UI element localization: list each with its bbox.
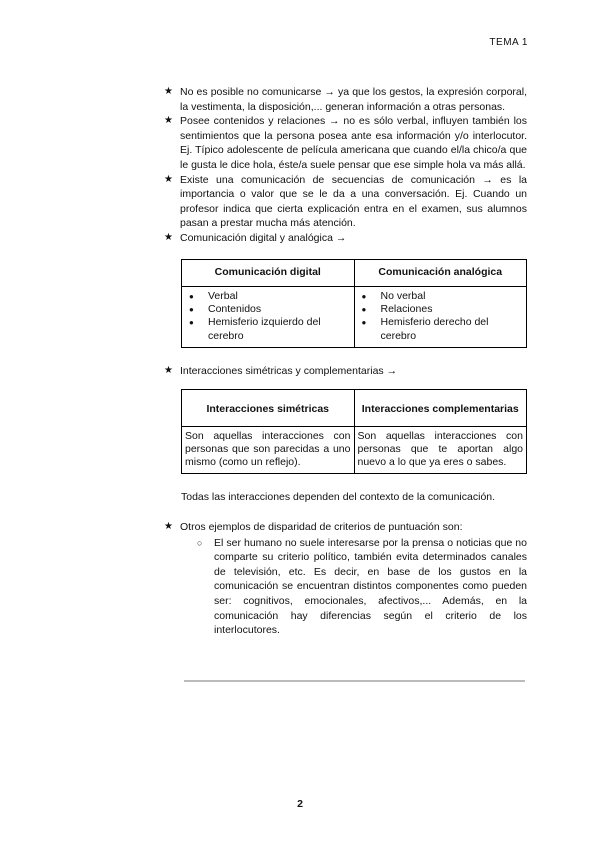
bullet-item [164, 85, 527, 114]
interacciones-table [181, 389, 527, 475]
star-bullet-icon: ★ [164, 115, 173, 127]
simetricas-cell: Son aquellas interacciones con personas que son parecidas a uno mismo (como un reflejo). [182, 426, 355, 474]
bullet-text: Posee contenidos y relaciones → no es sólo verbal, influyen también los sentimientos que la persona posea ante esa información y/o interlocutor. Ej. Típico adolescente de película americana que cuando el/la chico/a que le gusta le dice hola, éste/a suele pensar que ese simple hola va más allá. [180, 115, 527, 171]
digital-analog-table [181, 259, 527, 349]
horizontal-divider [184, 680, 525, 682]
list-item: ● Hemisferio izquierdo del cerebro [208, 316, 350, 343]
circle-bullet-icon: ○ [197, 537, 203, 548]
analogica-cell [354, 286, 527, 348]
complementarias-cell: Son aquellas interacciones con personas que te aportan algo nuevo a lo que ya eres o sabes. [354, 426, 527, 474]
table-header-analogica: Comunicación analógica [354, 259, 527, 286]
bullet-item [164, 520, 527, 535]
list-item: ● Verbal [208, 290, 350, 303]
bullet-item [164, 173, 527, 231]
star-bullet-icon: ★ [164, 86, 173, 97]
bullet-text: Interacciones simétricas y complementarias → [180, 365, 398, 378]
star-bullet-icon: ★ [164, 365, 173, 377]
list-item: ● Hemisferio derecho del cerebro [381, 316, 523, 343]
list-item: ● Contenidos [208, 303, 350, 316]
digital-cell [182, 286, 355, 348]
bullet-item [164, 364, 527, 379]
star-bullet-icon: ★ [164, 231, 173, 243]
page-header-topic: TEMA 1 [489, 37, 528, 48]
bullet-text: Comunicación digital y analógica → [180, 231, 347, 244]
sub-list-item [197, 536, 527, 638]
table-header-digital: Comunicación digital [182, 259, 355, 286]
sub-item-text: El ser humano no suele interesarse por la prensa o noticias que no comparte su criterio político, también evita determinados canales de televisión, etc. Es decir, en base de los gustos en la comunicación se encuentran distintos componentes como pueden ser: cognitivos, emocionales, afectivos,... Además, en la comunicación hay diferencias según el criterio de los interlocutores. [214, 536, 527, 637]
star-bullet-icon: ★ [164, 173, 173, 185]
table-header-complementarias: Interacciones complementarias [354, 389, 527, 426]
bullet-text: Otros ejemplos de disparidad de criterios de puntuación son: [180, 520, 463, 533]
bullet-item [164, 231, 527, 246]
context-note: Todas las interacciones dependen del contexto de la comunicación. [181, 491, 496, 504]
table-header-simetricas: Interacciones simétricas [182, 389, 355, 426]
bullet-item [164, 114, 527, 172]
star-bullet-icon: ★ [164, 520, 173, 532]
document-body [164, 85, 527, 638]
list-item: ● No verbal [381, 290, 523, 303]
bullet-text: Existe una comunicación de secuencias de comunicación → es la importancia o valor que se le da a una conversación. Ej. Cuando un profesor indica que cierta explicación entra en el examen, sus alumnos pasan a prestar mucha más atención. [180, 173, 527, 230]
bullet-text: No es posible no comunicarse → ya que los gestos, la expresión corporal, la vestimenta, la disposición,... generan información a otras personas. [180, 86, 527, 113]
page-number: 2 [297, 798, 303, 810]
list-item: ● Relaciones [381, 303, 523, 316]
